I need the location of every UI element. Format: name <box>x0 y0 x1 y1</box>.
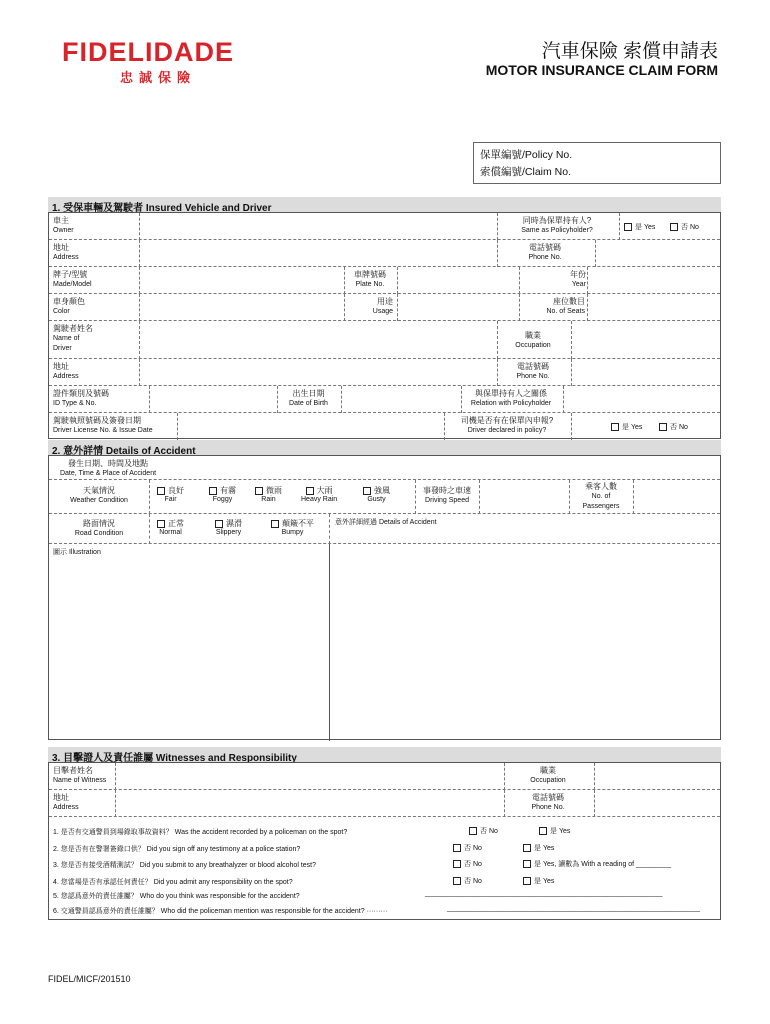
weather-row <box>49 480 720 514</box>
road-condition-label: 路面情況 Road Condition <box>74 519 124 537</box>
year-label: 年份 Year <box>570 270 586 288</box>
owner-same-no-checkbox[interactable]: 否 No <box>670 222 699 232</box>
q1-yes-checkbox[interactable]: 是 Yes <box>539 826 570 836</box>
driver-name-label: 駕駛者姓名 Name of Driver <box>53 324 93 352</box>
phone-label: 電話號碼 Phone No. <box>528 243 562 261</box>
make-row <box>49 267 720 294</box>
declared-no-checkbox[interactable]: 否 No <box>659 422 688 432</box>
q3-yes-checkbox[interactable]: 是 Yes, 讀數為 With a reading of _________ <box>523 859 671 869</box>
section-3-form <box>48 762 721 920</box>
witness-address-row <box>49 790 720 817</box>
section-2-header: 2. 意外詳情 Details of Accident <box>48 440 721 455</box>
weather-rain-checkbox[interactable]: 微雨 Rain <box>255 485 282 503</box>
policy-claim-box <box>473 142 721 184</box>
driver-occupation-label: 職業 Occupation <box>515 331 551 349</box>
road-slippery-checkbox[interactable]: 濕滑 Slippery <box>215 519 242 536</box>
question-1: 1. 是否有交通警員到場錄取事故資料？ Was the accident recorded by a policeman on the spot? <box>53 829 348 836</box>
id-row <box>49 386 720 413</box>
question-2: 2. 您是否有在警署簽錄口供？ Did you sign off any testimony at a police station? <box>53 846 301 853</box>
color-row <box>49 294 720 321</box>
weather-gusty-checkbox[interactable]: 強風 Gusty <box>363 485 390 503</box>
weather-foggy-checkbox[interactable]: 有霧 Foggy <box>209 485 236 503</box>
company-logo: FIDELIDADE <box>62 37 234 67</box>
question-5: 5. 您認爲意外的責任誰屬？ Who do you think was responsible for the accident? <box>53 893 300 900</box>
weather-fair-checkbox[interactable]: 良好 Fair <box>157 485 184 503</box>
witness-row <box>49 763 720 790</box>
question-6: 6. 交通警員認爲意外的責任誰屬？ Who did the policeman mention was responsible for the accident? ········· <box>53 908 388 915</box>
question-4: 4. 您當場是否有承認任何責任？ Did you admit any responsibility on the spot? <box>53 879 293 886</box>
road-bumpy-checkbox[interactable]: 顛簸不平 Bumpy <box>271 518 314 536</box>
address-row <box>49 240 720 267</box>
dob-label: 出生日期 Date of Birth <box>289 389 328 407</box>
make-model-label: 牌子/型號 Made/Model <box>53 270 92 288</box>
section-1-form <box>48 212 721 439</box>
policy-no-field[interactable]: 保單編號/Policy No. <box>480 149 573 161</box>
weather-label: 天氣情況 Weather Condition <box>70 486 128 504</box>
driver-address-row <box>49 359 720 386</box>
declared-yes-checkbox[interactable]: 是 Yes <box>611 422 642 432</box>
address-label: 地址 Address <box>53 243 79 261</box>
witness-label: 目擊者姓名 Name of Witness <box>53 766 107 784</box>
driving-speed-label: 事發時之車速 Driving Speed <box>423 486 471 504</box>
seats-label: 座位數目 No. of Seats <box>546 297 585 315</box>
section-1-header: 1. 受保車輛及駕駛者 Insured Vehicle and Driver <box>48 197 721 212</box>
plate-label: 車牌號碼 Plate No. <box>354 270 386 288</box>
license-label: 駕駛執照號碼及簽發日期 Driver License No. & Issue Date <box>53 416 153 434</box>
color-label: 車身顏色 Color <box>53 297 85 315</box>
q1-no-checkbox[interactable]: 否 No <box>469 826 498 836</box>
weather-heavy-rain-checkbox[interactable]: 大雨 Heavy Rain <box>301 486 338 503</box>
q4-no-checkbox[interactable]: 否 No <box>453 876 482 886</box>
section-2-form <box>48 455 721 740</box>
owner-label: 車主 Owner <box>53 216 74 234</box>
company-logo-chinese: 忠誠保險 <box>120 70 197 85</box>
section-3-header: 3. 目擊證人及責任誰屬 Witnesses and Responsibility <box>48 747 721 762</box>
id-label: 證件類別及號碼 ID Type & No. <box>53 389 109 407</box>
form-code: FIDEL/MICF/201510 <box>48 974 131 984</box>
q2-no-checkbox[interactable]: 否 No <box>453 843 482 853</box>
q5-answer-line[interactable]: _____________________________________________________________ <box>425 890 663 897</box>
driver-phone-label: 電話號碼 Phone No. <box>516 362 550 380</box>
q2-yes-checkbox[interactable]: 是 Yes <box>523 843 554 853</box>
driver-address-label: 地址 Address <box>53 362 79 380</box>
form-title-chinese: 汽車保險 索償申請表 <box>541 41 718 62</box>
illustration-label: 圖示 Illustration <box>53 549 101 556</box>
claim-no-field[interactable]: 索償編號/Claim No. <box>480 166 572 178</box>
owner-row <box>49 213 720 240</box>
form-title: MOTOR INSURANCE CLAIM FORM <box>485 62 718 78</box>
witness-occupation-label: 職業 Occupation <box>530 766 566 784</box>
question-3: 3. 您是否有接受酒精測試？ Did you submit to any breathalyzer or blood alcohol test? <box>53 862 316 869</box>
relation-label: 與保單持有人之關係 Relation with Policyholder <box>470 389 552 407</box>
driver-declared-label: 司機是否有在保單內申報? Driver declared in policy? <box>460 416 554 434</box>
witness-phone-label: 電話號碼 Phone No. <box>531 793 565 811</box>
accident-date-label: 發生日期、時間及地點 Date, Time & Place of Accident <box>59 459 157 477</box>
license-row <box>49 413 720 440</box>
q4-yes-checkbox[interactable]: 是 Yes <box>523 876 554 886</box>
road-normal-checkbox[interactable]: 正常 Normal <box>157 518 184 536</box>
details-label: 意外詳細經過 Details of Accident <box>335 519 437 526</box>
q3-no-checkbox[interactable]: 否 No <box>453 859 482 869</box>
owner-same-yes-checkbox[interactable]: 是 Yes <box>624 222 655 232</box>
passengers-label: 乘客人數 No. of Passengers <box>582 482 620 510</box>
q6-answer-line[interactable]: _________________________________________________________________ <box>447 905 701 912</box>
accident-date-row <box>49 456 720 480</box>
same-as-policyholder-label: 同時為保單持有人? Same as Policyholder? <box>521 216 593 234</box>
usage-label: 用途 Usage <box>372 297 393 315</box>
driver-row <box>49 321 720 359</box>
witness-address-label: 地址 Address <box>53 793 79 811</box>
